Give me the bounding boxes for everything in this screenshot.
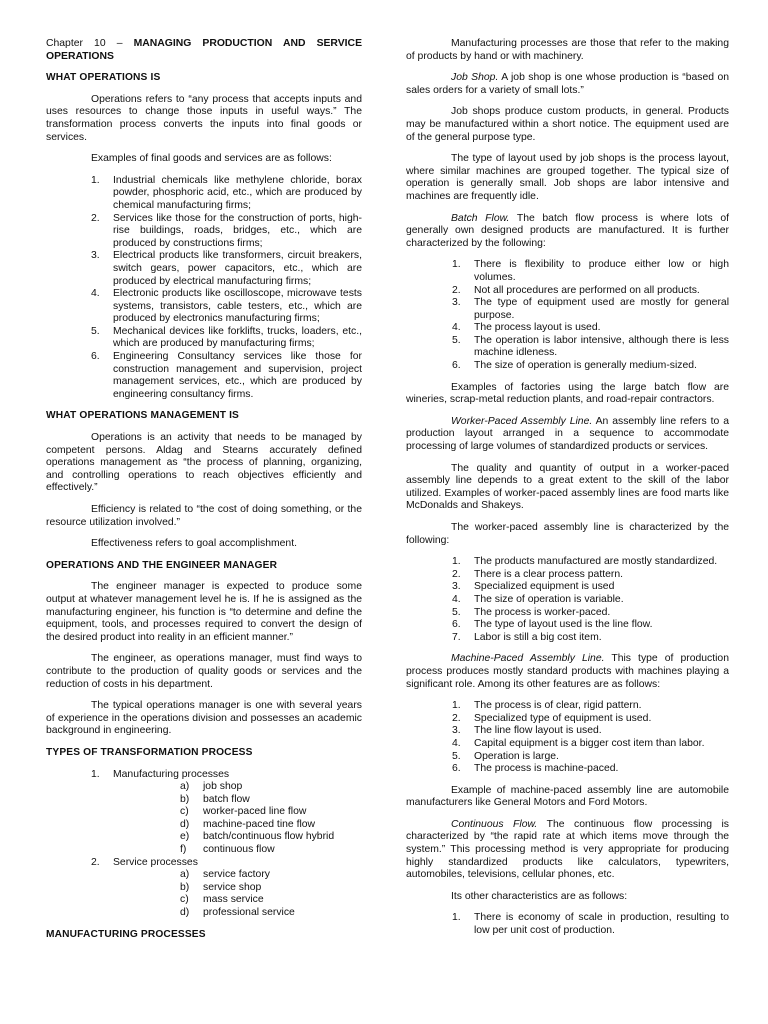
paragraph-manufacturing: Manufacturing processes are those that refer to the making of products by hand or with machinery. (406, 38, 729, 62)
heading-engineer-manager: OPERATIONS AND THE ENGINEER MANAGER (46, 559, 278, 571)
heading-types-transformation: TYPES OF TRANSFORMATION PROCESS (46, 746, 253, 758)
list-item: 2. Specialized type of equipment is used. (452, 712, 652, 724)
sub-list-item: a) job shop (180, 781, 243, 793)
paragraph-management: Operations is an activity that needs to be managed by competent persons. Aldag and Stearns accurately defined operations management as “the process of planning, organizing, and controlling operations to reach objectives efficiently and effectively.” (46, 432, 362, 494)
list-item: 4. The process layout is used. (452, 322, 601, 334)
worker-list (406, 556, 729, 644)
term-machine-paced: Machine-Paced Assembly Line. (451, 653, 605, 665)
list-item: 6. The process is machine-paced. (452, 763, 619, 775)
left-column (46, 38, 362, 950)
sub-list-item: c) worker-paced line flow (180, 806, 307, 818)
paragraph-engineer-3: The typical operations manager is one with several years of experience in the operations division and possesses an academic background in engineering. (46, 700, 362, 737)
heading-manufacturing-processes: MANUFACTURING PROCESSES (46, 928, 206, 940)
paragraph-job-shop: Job Shop. A job shop is one whose production is “based on sales orders for a variety of small lots.” (406, 72, 730, 96)
list-item: 3. The line flow layout is used. (452, 725, 602, 737)
chapter-prefix: Chapter 10 – (46, 38, 123, 49)
list-item: 1. There is economy of scale in production, resulting to low per unit cost of production. (452, 912, 729, 937)
list-item: 6. Engineering Consultancy services like those for construction management and supervision, project management services, etc., which are produced by engineering consultancy firms. (91, 351, 362, 400)
paragraph-worker-paced-3: The worker-paced assembly line is characterized by the following: (406, 522, 729, 546)
paragraph-batch-examples: Examples of factories using the large batch flow are wineries, scrap-metal reduction plants, and road-repair contractors. (406, 381, 729, 406)
list-item: 1. Industrial chemicals like methylene chloride, borax powder, phosphoric acid, etc., which are produced by chemical manufacturing firms; (91, 174, 362, 211)
list-item: 1. Manufacturing processes a) job shop b) batch flow c) worker-paced line flow d) machine-paced tine flow e) batch/continuous flow hybrid f) continuous flow (46, 769, 362, 857)
list-item: 5. Mechanical devices like forklifts, trucks, loaders, etc., which are produced by manufacturing firms; (91, 325, 362, 350)
list-item: 1. The products manufactured are mostly standardized. (452, 556, 718, 568)
sub-list-item: c) mass service (180, 894, 264, 906)
paragraph-worker-paced: Worker-Paced Assembly Line. An assembly line refers to a production layout arranged in a sequence to accommodate processing of large volumes of standardized products or services. (406, 415, 729, 453)
batch-list (406, 259, 729, 372)
list-item: 4. Electronic products like oscilloscope, microwave tests systems, transistors, cable testers, etc., which are produced by electronics manufacturing firms; (91, 288, 362, 325)
paragraph-job-shop-2: Job shops produce custom products, in general. Products may be manufactured within a short notice. The equipment used are of the general purpose type. (406, 106, 729, 143)
sub-list-item: e) batch/continuous flow hybrid (180, 831, 335, 843)
right-column (406, 38, 729, 947)
list-item: 7. Labor is still a big cost item. (452, 631, 602, 643)
paragraph-machine-example: Example of machine-paced assembly line are automobile manufacturers like General Motors and Ford Motors. (406, 784, 729, 809)
heading-what-operations-is: WHAT OPERATIONS IS (46, 72, 161, 84)
sub-list (113, 869, 362, 919)
paragraph-machine-paced: Machine-Paced Assembly Line. This type of production process produces mostly standard products with machines playing a significant role. Among its other features are as follows: (406, 653, 729, 690)
paragraph-engineer-1: The engineer manager is expected to produce some output at whatever management level he is. If he is assigned as the manufacturing engineer, his function is “to determine and define the equipment, tools, and processes required to convert the design of the desired product into reality in an efficient manner.” (46, 581, 362, 643)
heading-operations-management: WHAT OPERATIONS MANAGEMENT IS (46, 410, 240, 422)
paragraph-engineer-2: The engineer, as operations manager, must find ways to contribute to the production of quality goods or services and the reduction of costs in his department. (46, 653, 362, 690)
term-batch-flow: Batch Flow. (451, 212, 510, 224)
sub-list-item: f) continuous flow (180, 844, 275, 856)
list-item: 2. Not all procedures are performed on all products. (452, 284, 700, 296)
list-item: 1. The process is of clear, rigid pattern. (452, 700, 642, 712)
list-item: 5. Operation is large. (452, 750, 559, 762)
list-item: 4. The size of operation is variable. (452, 593, 624, 605)
chapter-title-text: MANAGING PRODUCTION AND SERVICE OPERATIONS (46, 38, 362, 62)
list-item: 5. The process is worker-paced. (452, 606, 611, 618)
sub-list-item: b) service shop (180, 881, 262, 893)
list-item: 1. There is flexibility to produce either low or high volumes. (452, 259, 729, 283)
paragraph-efficiency: Efficiency is related to “the cost of doing something, or the resource utilization involved.” (46, 504, 362, 528)
paragraph-batch-flow: Batch Flow. The batch flow process is where lots of generally own designed products are manufactured. It is further characterized by the following: (406, 212, 729, 249)
list-item: 6. The type of layout used is the line flow. (452, 619, 653, 631)
list-item: 4. Capital equipment is a bigger cost item than labor. (452, 737, 705, 749)
sub-list-item: d) machine-paced tine flow (180, 818, 316, 830)
list-item: 2. Service processes a) service factory b) service shop c) mass service d) professional service (46, 857, 362, 920)
list-item: 5. The operation is labor intensive, although there is less machine idleness. (452, 334, 729, 359)
term-continuous-flow: Continuous Flow. (451, 818, 538, 830)
examples-list (46, 175, 362, 402)
paragraph-continuous-flow: Continuous Flow. The continuous flow processing is characterized by “the rapid rate at which items move through the system.” This processing method is very appropriate for producing highly standardized products like calculators, typewriters, automobiles, televisions, cellular phones, etc. (406, 818, 729, 881)
paragraph-effectiveness: Effectiveness refers to goal accomplishment. (91, 538, 297, 550)
list-item: 3. Specialized equipment is used (452, 581, 615, 593)
sub-list-item: a) service factory (180, 869, 270, 881)
list-item: 3. Electrical products like transformers, circuit breakers, switch gears, power capacitors, etc., which are produced by electrical manufacturing firms; (91, 250, 362, 287)
list-item: 6. The size of operation is generally medium-sized. (452, 360, 697, 372)
list-item: 2. There is a clear process pattern. (452, 568, 624, 580)
term-worker-paced: Worker-Paced Assembly Line. (451, 415, 593, 427)
paragraph-continuous-flow-2: Its other characteristics are as follows: (451, 890, 628, 902)
sub-list-item: d) professional service (180, 907, 295, 919)
paragraph-worker-paced-2: The quality and quantity of output in a worker-paced assembly line depends to a great extent to the skill of the labor utilized. Examples of worker-paced assembly lines are food marts like McDonalds and Shakeys. (406, 462, 729, 512)
paragraph-examples-intro: Examples of final goods and services are as follows: (91, 153, 332, 165)
paragraph-job-shop-3: The type of layout used by job shops is the process layout, where similar machines are grouped together. The typical size of operation is generally small. Job shops are labor intensive and machines are frequently idle. (406, 153, 729, 202)
list-item: 2. Services like those for the construction of ports, high-rise buildings, roads, bridges, etc., which are produced by constructions firms; (91, 212, 362, 249)
chapter-title (46, 38, 362, 63)
list-item: 3. The type of equipment used are mostly for general purpose. (452, 297, 729, 321)
sub-list-item: b) batch flow (180, 793, 250, 805)
continuous-list (406, 912, 729, 937)
sub-list (113, 781, 362, 857)
paragraph-operations: Operations refers to “any process that accepts inputs and uses resources to change those inputs in useful ways.” The transformation process converts the inputs into final goods or services. (46, 93, 362, 143)
term-job-shop: Job Shop. (451, 72, 499, 84)
types-list (46, 769, 362, 920)
machine-list (406, 700, 729, 776)
